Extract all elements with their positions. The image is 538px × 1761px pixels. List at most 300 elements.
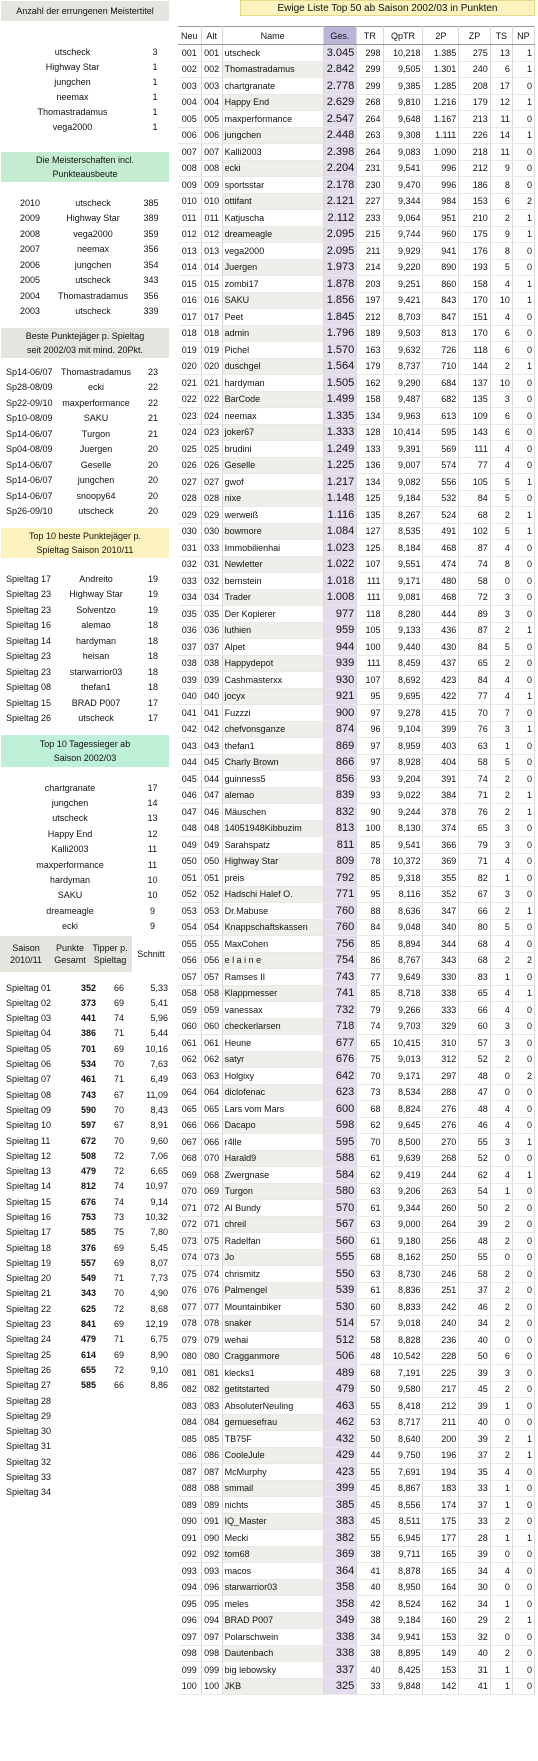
season-points: 590 (80, 1104, 96, 1115)
zp-value: 40 (459, 1332, 491, 1349)
rank-new: 040 (178, 688, 201, 705)
ts-value: 2 (490, 1216, 512, 1233)
rank-new: 058 (178, 985, 201, 1002)
zp-value: 68 (459, 952, 491, 969)
tr-value: 68 (357, 1249, 383, 1266)
2p-value: 246 (423, 1266, 459, 1283)
total-points: 2.398 (323, 144, 357, 161)
champ-name: Highway Star (66, 213, 120, 224)
2p-value: 491 (423, 523, 459, 540)
total-points: 809 (323, 853, 357, 870)
player-name: CooleJule (222, 1447, 323, 1464)
season-points: 585 (80, 1227, 96, 1238)
player-name: guinness5 (222, 771, 323, 788)
np-value: 0 (512, 1348, 534, 1365)
total-points: 1.217 (323, 474, 357, 491)
zp-value: 28 (459, 1530, 491, 1547)
ts-value: 2 (490, 622, 512, 639)
season-points: 549 (80, 1273, 96, 1284)
total-points: 732 (323, 1002, 357, 1019)
2p-value: 228 (423, 1348, 459, 1365)
tr-value: 95 (357, 886, 383, 903)
2p-value: 244 (423, 1167, 459, 1184)
np-value: 0 (512, 1018, 534, 1035)
qptr-value: 8,636 (383, 903, 423, 920)
tr-value: 299 (357, 61, 383, 78)
season-matchday: Spieltag 34 (6, 1487, 52, 1498)
season-points: 508 (80, 1150, 96, 1161)
rank-old: 077 (201, 1299, 222, 1316)
rank-new: 080 (178, 1348, 201, 1365)
qptr-value: 9,810 (383, 94, 423, 111)
qptr-value: 9,487 (383, 391, 423, 408)
table-row (178, 1381, 535, 1398)
tr-value: 158 (357, 391, 383, 408)
qptr-value: 8,828 (383, 1332, 423, 1349)
np-value: 0 (512, 144, 534, 161)
tr-value: 268 (357, 94, 383, 111)
player-name: Zwergnase (222, 1167, 323, 1184)
season-tippers: 73 (113, 1212, 124, 1222)
champ-points: 356 (143, 290, 159, 301)
table-row (178, 1497, 535, 1514)
zp-value: 46 (459, 1299, 491, 1316)
qptr-value: 9,963 (383, 408, 423, 425)
tr-value: 263 (357, 127, 383, 144)
qptr-value: 8,836 (383, 1282, 423, 1299)
rank-old: 005 (201, 111, 222, 128)
qptr-value: 9,750 (383, 1447, 423, 1464)
all-time-table (178, 26, 535, 1695)
rank-new: 083 (178, 1398, 201, 1415)
np-value: 0 (512, 870, 534, 887)
qptr-value: 9,013 (383, 1051, 423, 1068)
ts-value: 6 (490, 408, 512, 425)
total-points: 463 (323, 1398, 357, 1415)
table-row (178, 45, 535, 62)
qptr-value: 9,645 (383, 1117, 423, 1134)
tr-value: 298 (357, 45, 383, 62)
np-value: 2 (512, 1068, 534, 1085)
season-tippers: 70 (113, 1104, 124, 1115)
ts-value: 3 (490, 721, 512, 738)
table-row (178, 622, 535, 639)
table-row (178, 1150, 535, 1167)
ts-value: 11 (490, 111, 512, 128)
2p-value: 330 (423, 969, 459, 986)
rank-old: 086 (201, 1447, 222, 1464)
total-points: 2.095 (323, 243, 357, 260)
np-value: 0 (512, 1051, 534, 1068)
np-value: 0 (512, 1480, 534, 1497)
table-row (178, 1117, 535, 1134)
rank-new: 071 (178, 1200, 201, 1217)
np-value: 0 (512, 1678, 534, 1695)
2p-value: 951 (423, 210, 459, 227)
np-value: 0 (512, 1266, 534, 1283)
season-matchday: Spieltag 32 (6, 1456, 52, 1467)
season-average: 5,41 (150, 997, 168, 1008)
title-count: 1 (152, 106, 158, 117)
zp-value: 71 (459, 787, 491, 804)
np-value: 1 (512, 804, 534, 821)
rank-old: 085 (201, 1431, 222, 1448)
zp-value: 34 (459, 1315, 491, 1332)
rank-old: 010 (201, 193, 222, 210)
table-row (178, 1563, 535, 1580)
total-points: 1.148 (323, 490, 357, 507)
champ-year: 2007 (20, 244, 41, 255)
2p-value: 1.285 (423, 78, 459, 95)
2p-value: 344 (423, 936, 459, 953)
2p-value: 250 (423, 1249, 459, 1266)
champ-points: 359 (143, 228, 159, 239)
zp-value: 54 (459, 1183, 491, 1200)
champ-row (0, 257, 170, 273)
season-average: 7,73 (150, 1273, 168, 1284)
player-name: admin (222, 325, 323, 342)
zp-value: 66 (459, 903, 491, 920)
player-name: joker67 (222, 424, 323, 441)
day-winner-name: maxperformance (36, 859, 104, 870)
rank-new: 057 (178, 969, 201, 986)
player-name: dreameagle (222, 226, 323, 243)
season-tippers: 69 (113, 1043, 124, 1054)
total-points: 2.204 (323, 160, 357, 177)
total-points: 959 (323, 622, 357, 639)
day-winners-list (0, 780, 170, 934)
season-matchday: Spieltag 18 (6, 1242, 52, 1253)
qptr-value: 8,425 (383, 1662, 423, 1679)
qptr-value: 9,632 (383, 342, 423, 359)
np-value: 0 (512, 1579, 534, 1596)
qptr-value: 9,244 (383, 804, 423, 821)
season-row (0, 1056, 170, 1071)
zp-value: 213 (459, 111, 491, 128)
season-matchday: Spieltag 25 (6, 1349, 52, 1360)
tr-value: 197 (357, 292, 383, 309)
zp-value: 135 (459, 391, 491, 408)
zp-value: 58 (459, 754, 491, 771)
np-value: 0 (512, 259, 534, 276)
ts-value: 5 (490, 754, 512, 771)
table-row (178, 111, 535, 128)
np-value: 0 (512, 672, 534, 689)
top10-row (0, 695, 170, 711)
total-points: 489 (323, 1365, 357, 1382)
player-name: getitstarted (222, 1381, 323, 1398)
rank-old: 083 (201, 1398, 222, 1415)
season-points: 557 (80, 1257, 96, 1268)
2p-value: 312 (423, 1051, 459, 1068)
rank-new: 079 (178, 1332, 201, 1349)
np-value: 1 (512, 358, 534, 375)
rank-new: 089 (178, 1497, 201, 1514)
player-name: Holgixy (222, 1068, 323, 1085)
best-hunters-list (0, 364, 170, 519)
title-name: vega2000 (52, 121, 93, 132)
table-row (178, 837, 535, 854)
tr-value: 231 (357, 160, 383, 177)
total-points: 811 (323, 837, 357, 854)
tr-value: 33 (357, 1678, 383, 1695)
title-name: utscheck (54, 46, 91, 57)
table-row (178, 969, 535, 986)
title-row (0, 89, 170, 104)
player-name: jocyx (222, 688, 323, 705)
total-points: 1.856 (323, 292, 357, 309)
2p-value: 333 (423, 1002, 459, 1019)
total-points: 756 (323, 936, 357, 953)
rank-old: 020 (201, 358, 222, 375)
total-points: 2.547 (323, 111, 357, 128)
zp-value: 170 (459, 292, 491, 309)
left-stats-panel (0, 0, 170, 1500)
rank-new: 044 (178, 754, 201, 771)
season-points: 753 (80, 1212, 96, 1222)
total-points: 642 (323, 1068, 357, 1085)
ts-value: 11 (490, 144, 512, 161)
rank-old: 021 (201, 375, 222, 392)
rank-old: 023 (201, 424, 222, 441)
table-row (178, 1464, 535, 1481)
rank-old: 058 (201, 985, 222, 1002)
qptr-value: 9,204 (383, 771, 423, 788)
tr-value: 163 (357, 342, 383, 359)
qptr-value: 9,290 (383, 375, 423, 392)
2p-value: 142 (423, 1678, 459, 1695)
qptr-value: 9,133 (383, 622, 423, 639)
2p-value: 1.216 (423, 94, 459, 111)
2p-value: 153 (423, 1629, 459, 1646)
rank-new: 012 (178, 226, 201, 243)
ts-value: 3 (490, 1035, 512, 1052)
season-points: 841 (80, 1319, 96, 1330)
season-points: 373 (80, 997, 96, 1008)
rank-old: 052 (201, 886, 222, 903)
table-row (178, 1365, 535, 1382)
champ-year: 2006 (20, 259, 41, 270)
rank-new: 015 (178, 276, 201, 293)
best-row (0, 380, 170, 396)
rank-new: 050 (178, 853, 201, 870)
top10-matchday: Spieltag 15 (6, 697, 52, 708)
tr-value: 107 (357, 672, 383, 689)
qptr-value: 9,551 (383, 556, 423, 573)
best-points: 20 (147, 475, 158, 486)
table-row (178, 540, 535, 557)
2p-value: 423 (423, 672, 459, 689)
rank-new: 074 (178, 1249, 201, 1266)
rank-new: 078 (178, 1315, 201, 1332)
rank-old: 036 (201, 622, 222, 639)
2p-value: 153 (423, 1662, 459, 1679)
total-points: 1.018 (323, 573, 357, 590)
zp-value: 84 (459, 490, 491, 507)
top10-row (0, 618, 170, 634)
tr-value: 135 (357, 507, 383, 524)
champ-name: utscheck (75, 275, 111, 286)
qptr-value: 9,421 (383, 292, 423, 309)
np-value: 0 (512, 1002, 534, 1019)
tr-value: 133 (357, 441, 383, 458)
player-name: brudini (222, 441, 323, 458)
player-name: MaxCohen (222, 936, 323, 953)
table-row (178, 94, 535, 111)
season-average: 6,75 (150, 1334, 168, 1345)
season-row (0, 1209, 170, 1224)
rank-new: 036 (178, 622, 201, 639)
title-count: 1 (152, 61, 158, 72)
qptr-value: 9,639 (383, 1150, 423, 1167)
2p-value: 960 (423, 226, 459, 243)
zp-value: 29 (459, 1612, 491, 1629)
tr-value: 63 (357, 1266, 383, 1283)
season-average: 6,49 (150, 1074, 168, 1085)
np-value: 1 (512, 474, 534, 491)
season-tippers: 67 (113, 1089, 124, 1100)
table-row (178, 1084, 535, 1101)
np-value: 0 (512, 1662, 534, 1679)
total-points: 1.022 (323, 556, 357, 573)
tr-value: 68 (357, 1101, 383, 1118)
zp-value: 45 (459, 1381, 491, 1398)
np-value: 0 (512, 111, 534, 128)
2p-value: 177 (423, 1530, 459, 1547)
player-name: werweiß (222, 507, 323, 524)
champs-header: Die Meisterschaften incl. Punkteausbeute (0, 151, 170, 183)
tr-value: 107 (357, 556, 383, 573)
np-value: 0 (512, 1381, 534, 1398)
best-matchday: Sp26-09/10 (6, 506, 53, 517)
zp-value: 77 (459, 457, 491, 474)
qptr-value: 8,703 (383, 309, 423, 326)
np-value: 0 (512, 1084, 534, 1101)
np-value: 0 (512, 457, 534, 474)
ts-value: 4 (490, 936, 512, 953)
player-name: Geselle (222, 457, 323, 474)
player-name: sportsstar (222, 177, 323, 194)
total-points: 506 (323, 1348, 357, 1365)
rank-new: 063 (178, 1068, 201, 1085)
table-row (178, 1266, 535, 1283)
player-name: Mecki (222, 1530, 323, 1547)
season-average: 8,43 (150, 1104, 168, 1115)
rank-new: 004 (178, 94, 201, 111)
best-name: Thomastradamus (60, 366, 132, 377)
table-row (178, 985, 535, 1002)
tr-value: 85 (357, 936, 383, 953)
ts-value: 3 (490, 1365, 512, 1382)
best-matchday: Sp14-06/07 (6, 490, 53, 501)
total-points: 930 (323, 672, 357, 689)
best-name: utscheck (78, 506, 114, 517)
tr-value: 85 (357, 837, 383, 854)
best-row (0, 504, 170, 520)
qptr-value: 8,718 (383, 985, 423, 1002)
np-value: 2 (512, 952, 534, 969)
zp-value: 87 (459, 622, 491, 639)
title-row (0, 44, 170, 59)
total-points: 874 (323, 721, 357, 738)
rank-old: 096 (201, 1579, 222, 1596)
np-value: 0 (512, 919, 534, 936)
season-matchday: Spieltag 11 (6, 1135, 51, 1146)
table-row (178, 1332, 535, 1349)
season-row (0, 1179, 170, 1194)
zp-value: 65 (459, 985, 491, 1002)
np-value: 0 (512, 1216, 534, 1233)
rank-new: 027 (178, 474, 201, 491)
season-matchday: Spieltag 09 (6, 1104, 52, 1115)
season-row (0, 1133, 170, 1148)
rank-old: 035 (201, 606, 222, 623)
season-row (0, 1485, 170, 1500)
table-row (178, 523, 535, 540)
np-value: 0 (512, 771, 534, 788)
tr-value: 58 (357, 1332, 383, 1349)
ts-value: 4 (490, 1167, 512, 1184)
rank-new: 065 (178, 1101, 201, 1118)
rank-old: 013 (201, 243, 222, 260)
table-row (178, 259, 535, 276)
rank-new: 092 (178, 1546, 201, 1563)
rank-new: 017 (178, 309, 201, 326)
season-row (0, 1225, 170, 1240)
qptr-value: 9,220 (383, 259, 423, 276)
ts-value: 1 (490, 1480, 512, 1497)
tr-value: 53 (357, 1414, 383, 1431)
ts-value: 0 (490, 1150, 512, 1167)
tr-value: 45 (357, 1497, 383, 1514)
champ-row (0, 304, 170, 320)
zp-value: 48 (459, 1233, 491, 1250)
champ-row (0, 273, 170, 289)
rank-new: 018 (178, 325, 201, 342)
rank-new: 006 (178, 127, 201, 144)
np-value: 0 (512, 655, 534, 672)
player-name: Jo (222, 1249, 323, 1266)
rank-new: 082 (178, 1381, 201, 1398)
np-value: 1 (512, 210, 534, 227)
ts-value: 6 (490, 342, 512, 359)
zp-value: 63 (459, 738, 491, 755)
rank-old: 022 (201, 391, 222, 408)
best-matchday: Sp04-08/09 (6, 444, 53, 455)
np-value: 0 (512, 1629, 534, 1646)
zp-value: 71 (459, 853, 491, 870)
tr-value: 203 (357, 276, 383, 293)
tr-value: 230 (357, 177, 383, 194)
2p-value: 225 (423, 1365, 459, 1382)
2p-value: 474 (423, 556, 459, 573)
best-matchday: Sp10-08/09 (6, 413, 53, 424)
qptr-value: 8,511 (383, 1513, 423, 1530)
season-col-tipper: Tipper p. Spieltag (92, 942, 128, 965)
tr-value: 50 (357, 1431, 383, 1448)
player-name: Radelfan (222, 1233, 323, 1250)
player-name: Mäuschen (222, 804, 323, 821)
2p-value: 343 (423, 952, 459, 969)
ts-value: 4 (490, 1002, 512, 1019)
champions-list (0, 195, 170, 319)
table-row (178, 754, 535, 771)
rank-old: 081 (201, 1365, 222, 1382)
rank-old: 062 (201, 1051, 222, 1068)
rank-new: 042 (178, 721, 201, 738)
tr-value: 111 (357, 589, 383, 606)
zp-value: 89 (459, 606, 491, 623)
